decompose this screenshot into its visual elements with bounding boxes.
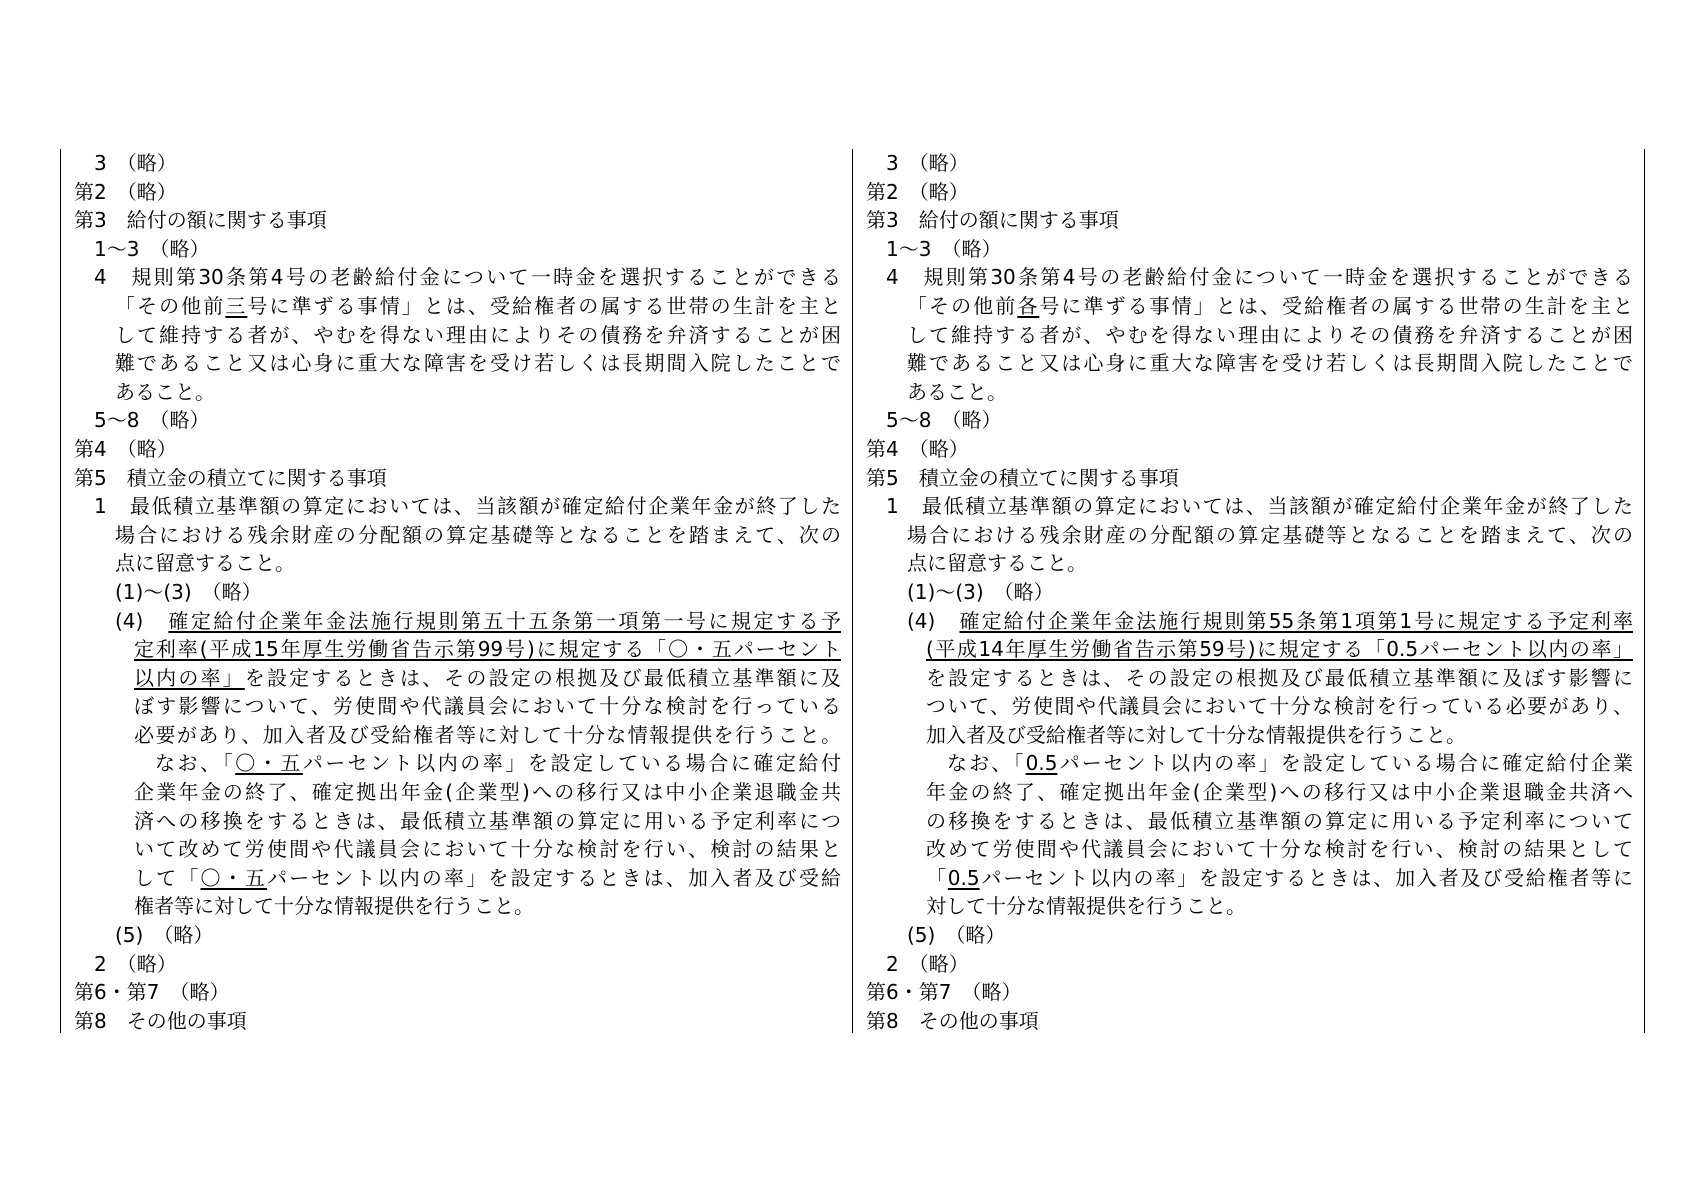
text-segment: して維持する者が、やむを得ない理由によりその債務を弁済することが困 xyxy=(907,322,1633,347)
text-line xyxy=(74,664,841,693)
text-segment: の移換をするときは、最低積立基準額の算定に用いる予定利率について xyxy=(926,808,1633,833)
underlined-change: 〇・五 xyxy=(235,751,303,776)
text-segment: 第6・第7 （略） xyxy=(866,980,1022,1005)
text-line xyxy=(866,692,1633,721)
text-segment: 2 （略） xyxy=(886,951,969,976)
underlined-change: 確定給付企業年金法施行規則第55条第1項第1号に規定する予定利率 xyxy=(959,608,1633,633)
text-segment: 1～3 （略） xyxy=(886,236,1002,261)
text-line xyxy=(866,721,1633,750)
text-segment: 第5 積立金の積立てに関する事項 xyxy=(74,465,387,490)
text-line xyxy=(74,921,841,950)
text-line xyxy=(866,892,1633,921)
text-segment: 第6・第7 （略） xyxy=(74,980,230,1005)
text-segment: 難であること又は心身に重大な障害を受け若しくは長期間入院したことで xyxy=(907,351,1633,376)
text-line xyxy=(74,521,841,550)
text-segment: 必要があり、加入者及び受給権者等に対して十分な情報提供を行うこと。 xyxy=(134,722,841,747)
text-segment: 第5 積立金の積立てに関する事項 xyxy=(866,465,1179,490)
text-segment: (5) （略） xyxy=(907,923,1006,948)
text-line xyxy=(866,921,1633,950)
text-segment: 点に留意すること。 xyxy=(907,551,1087,576)
underlined-change: 確定給付企業年金法施行規則第五十五条第一項第一号に規定する予 xyxy=(168,608,841,633)
text-line xyxy=(866,292,1633,321)
text-line xyxy=(866,978,1633,1007)
text-line xyxy=(866,263,1633,292)
text-line xyxy=(74,864,841,893)
text-line xyxy=(74,206,841,235)
text-segment: 第3 給付の額に関する事項 xyxy=(74,208,327,233)
text-segment: を設定するときは、その設定の根拠及び最低積立基準額に及 xyxy=(244,665,841,690)
text-segment: (4) xyxy=(907,608,960,633)
text-line xyxy=(74,492,841,521)
text-line xyxy=(866,378,1633,407)
text-segment: ぼす影響について、労使間や代議員会において十分な検討を行っている xyxy=(134,694,841,719)
text-line xyxy=(74,950,841,979)
text-line xyxy=(866,864,1633,893)
text-segment: 1 最低積立基準額の算定においては、当該額が確定給付企業年金が終了した xyxy=(94,494,841,519)
text-segment: 第8 その他の事項 xyxy=(74,1008,247,1033)
text-segment: 第2 （略） xyxy=(866,179,969,204)
text-line xyxy=(74,892,841,921)
underlined-change: 0.5 xyxy=(947,865,980,890)
text-line xyxy=(74,721,841,750)
text-segment: 場合における残余財産の分配額の算定基礎等となることを踏まえて、次の xyxy=(907,522,1633,547)
text-line xyxy=(74,349,841,378)
text-line xyxy=(74,292,841,321)
text-segment: (5) （略） xyxy=(115,923,214,948)
text-line xyxy=(74,635,841,664)
text-segment: 第2 （略） xyxy=(74,179,177,204)
text-segment: (4) xyxy=(115,608,169,633)
text-line xyxy=(74,692,841,721)
text-line xyxy=(74,807,841,836)
text-line xyxy=(866,835,1633,864)
text-line xyxy=(74,406,841,435)
text-line xyxy=(866,950,1633,979)
text-line xyxy=(866,349,1633,378)
text-line xyxy=(866,749,1633,778)
text-line xyxy=(866,664,1633,693)
text-line xyxy=(866,607,1633,636)
text-segment: 号に準ずる事情」とは、受給権者の属する世帯の生計を主と xyxy=(1039,293,1633,318)
underlined-change: 以内の率」 xyxy=(134,665,245,690)
text-segment: 第4 （略） xyxy=(74,436,177,461)
text-segment: パーセント以内の率」を設定するときは、加入者及び受給権者等に xyxy=(979,865,1633,890)
text-segment: いて改めて労使間や代議員会において十分な検討を行い、検討の結果と xyxy=(134,837,841,862)
text-segment: して「 xyxy=(134,865,201,890)
text-segment: 第8 その他の事項 xyxy=(866,1008,1039,1033)
text-segment: 1 最低積立基準額の算定においては、当該額が確定給付企業年金が終了した xyxy=(886,494,1633,519)
text-segment: 号に準ずる事情」とは、受給権者の属する世帯の生計を主と xyxy=(247,293,841,318)
text-line xyxy=(866,778,1633,807)
text-segment: 3 （略） xyxy=(94,151,177,175)
text-line xyxy=(866,406,1633,435)
text-segment: あること。 xyxy=(115,379,215,404)
text-line xyxy=(74,749,841,778)
text-segment: 4 規則第30条第4号の老齢給付金について一時金を選択することができる xyxy=(886,265,1633,290)
text-line xyxy=(866,149,1633,178)
text-segment: 第4 （略） xyxy=(866,436,969,461)
text-line xyxy=(74,464,841,493)
text-segment: ついて、労使間や代議員会において十分な検討を行っている必要があり、 xyxy=(926,694,1633,719)
text-line xyxy=(866,1007,1633,1036)
underlined-change: 各 xyxy=(1017,293,1040,318)
text-segment: 5～8 （略） xyxy=(94,408,210,433)
text-segment: 「その他前 xyxy=(907,293,1018,318)
text-line xyxy=(74,578,841,607)
text-segment: 「その他前 xyxy=(115,293,226,318)
text-segment: 年金の終了、確定拠出年金(企業型)への移行又は中小企業退職金共済へ xyxy=(926,780,1633,805)
text-segment: 5～8 （略） xyxy=(886,408,1002,433)
text-line xyxy=(74,149,841,178)
text-segment: 3 （略） xyxy=(886,151,969,175)
underlined-change: 定利率(平成15年厚生労働省告示第99号)に規定する「〇・五パーセント xyxy=(134,637,841,662)
text-line xyxy=(74,235,841,264)
text-segment: 点に留意すること。 xyxy=(115,551,295,576)
text-segment: なお、「 xyxy=(155,751,236,776)
text-segment: して維持する者が、やむを得ない理由によりその債務を弁済することが困 xyxy=(115,322,841,347)
text-segment: 加入者及び受給権者等に対して十分な情報提供を行うこと。 xyxy=(926,722,1466,747)
text-line xyxy=(866,492,1633,521)
text-line xyxy=(866,549,1633,578)
text-segment: 企業年金の終了、確定拠出年金(企業型)への移行又は中小企業退職金共 xyxy=(134,780,841,805)
text-segment: パーセント以内の率」を設定している場合に確定給付企業 xyxy=(1057,751,1633,776)
text-line xyxy=(74,778,841,807)
text-line xyxy=(866,178,1633,207)
left-column-revised-text xyxy=(60,149,853,1033)
text-segment: あること。 xyxy=(907,379,1007,404)
text-segment: パーセント以内の率」を設定している場合に確定給付 xyxy=(302,751,841,776)
text-line xyxy=(866,435,1633,464)
text-line xyxy=(74,978,841,1007)
text-line xyxy=(866,635,1633,664)
text-line xyxy=(74,435,841,464)
text-segment: 難であること又は心身に重大な障害を受け若しくは長期間入院したことで xyxy=(115,351,841,376)
text-line xyxy=(74,378,841,407)
text-line xyxy=(866,464,1633,493)
underlined-change: 〇・五 xyxy=(200,865,268,890)
text-line xyxy=(74,263,841,292)
text-line xyxy=(74,549,841,578)
text-segment: 対して十分な情報提供を行うこと。 xyxy=(926,894,1246,919)
text-segment: 権者等に対して十分な情報提供を行うこと。 xyxy=(134,894,534,919)
text-segment: 2 （略） xyxy=(94,951,177,976)
underlined-change: (平成14年厚生労働省告示第59号)に規定する「0.5パーセント以内の率」 xyxy=(926,637,1633,662)
text-line xyxy=(866,521,1633,550)
text-line xyxy=(866,578,1633,607)
text-line xyxy=(74,1007,841,1036)
underlined-change: 0.5 xyxy=(1025,751,1058,776)
text-segment: 第3 給付の額に関する事項 xyxy=(866,208,1119,233)
text-line xyxy=(74,321,841,350)
text-segment: 1～3 （略） xyxy=(94,236,210,261)
right-column-current-text xyxy=(853,149,1645,1033)
text-line xyxy=(74,607,841,636)
text-segment: 場合における残余財産の分配額の算定基礎等となることを踏まえて、次の xyxy=(115,522,841,547)
text-line xyxy=(74,835,841,864)
text-segment: なお、「 xyxy=(947,751,1026,776)
text-segment: 「 xyxy=(926,865,948,890)
text-line xyxy=(866,235,1633,264)
text-line xyxy=(866,206,1633,235)
text-segment: 4 規則第30条第4号の老齢給付金について一時金を選択することができる xyxy=(94,265,841,290)
text-segment: を設定するときは、その設定の根拠及び最低積立基準額に及ぼす影響に xyxy=(926,665,1633,690)
text-line xyxy=(866,321,1633,350)
text-segment: 済への移換をするときは、最低積立基準額の算定に用いる予定利率につ xyxy=(134,808,841,833)
text-line xyxy=(866,807,1633,836)
text-segment: 改めて労使間や代議員会において十分な検討を行い、検討の結果として xyxy=(926,837,1633,862)
text-segment: パーセント以内の率」を設定するときは、加入者及び受給 xyxy=(267,865,841,890)
text-segment: (1)～(3) （略） xyxy=(907,579,1054,604)
underlined-change: 三 xyxy=(225,293,248,318)
text-line xyxy=(74,178,841,207)
text-segment: (1)～(3) （略） xyxy=(115,579,262,604)
